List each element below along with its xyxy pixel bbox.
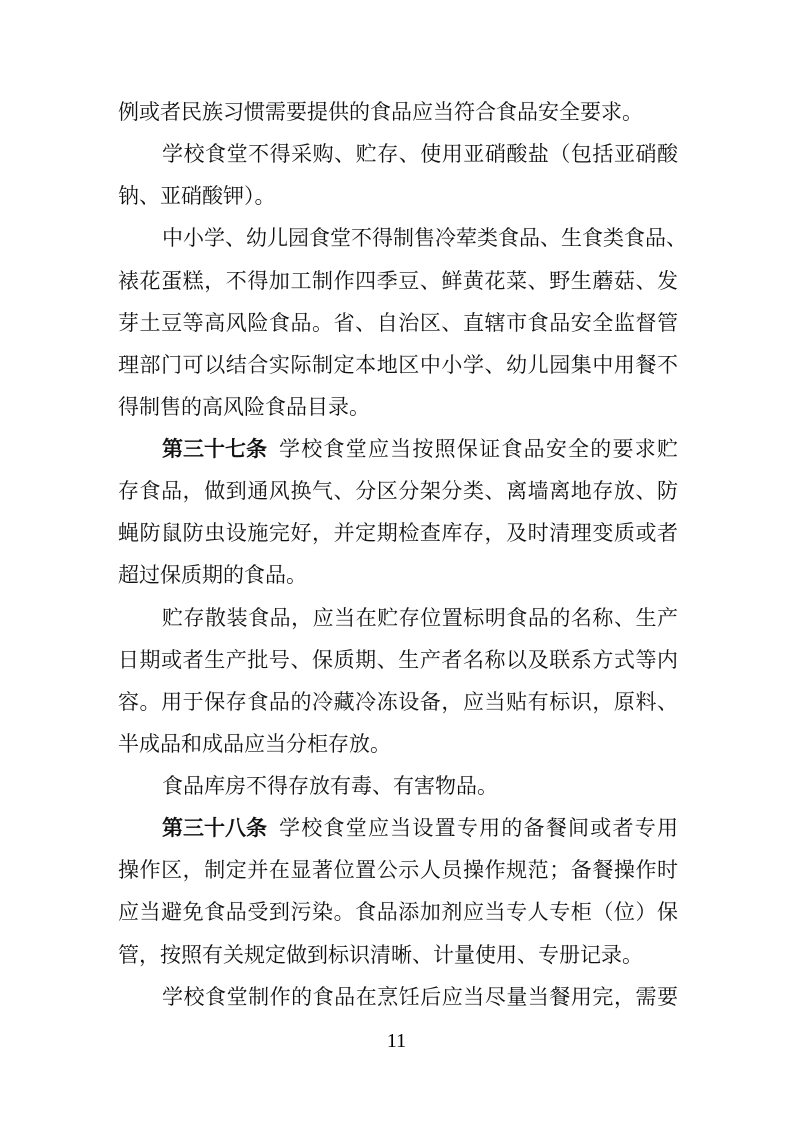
text-line: 管，按照有关规定做到标识清晰、计量使用、专册记录。 bbox=[118, 942, 643, 967]
text-line: 钠、亚硝酸钾）。 bbox=[118, 184, 276, 209]
text-line: 学校食堂应当按照保证食品安全的要求贮 bbox=[279, 437, 678, 461]
text-line: 裱花蛋糕，不得加工制作四季豆、鲜黄花菜、野生蘑菇、发 bbox=[118, 268, 678, 293]
text-line: 例或者民族习惯需要提供的食品应当符合食品安全要求。 bbox=[118, 100, 643, 124]
text-line: 学校食堂不得采购、贮存、使用亚硝酸盐（包括亚硝酸 bbox=[162, 142, 678, 167]
text-line: 半成品和成品应当分柜存放。 bbox=[118, 731, 391, 756]
text-line: 应当避免食品受到污染。食品添加剂应当专人专柜（位）保 bbox=[118, 900, 678, 925]
article-37-line bbox=[162, 429, 678, 469]
text-line: 理部门可以结合实际制定本地区中小学、幼儿园集中用餐不 bbox=[118, 352, 678, 377]
article-38-line bbox=[162, 808, 678, 848]
page-number: 11 bbox=[386, 1030, 407, 1052]
article-37-heading: 第三十七条 bbox=[162, 436, 267, 461]
text-line: 超过保质期的食品。 bbox=[118, 563, 307, 588]
text-line: 食品库房不得存放有毒、有害物品。 bbox=[162, 774, 498, 799]
article-38-heading: 第三十八条 bbox=[162, 815, 267, 841]
text-line: 得制售的高风险食品目录。 bbox=[118, 394, 370, 419]
text-line: 日期或者生产批号、保质期、生产者名称以及联系方式等内 bbox=[118, 647, 678, 672]
text-line: 存食品，做到通风换气、分区分架分类、离墙离地存放、防 bbox=[118, 479, 678, 504]
text-line: 学校食堂制作的食品在烹饪后应当尽量当餐用完，需要 bbox=[162, 984, 678, 1009]
text-line: 操作区，制定并在显著位置公示人员操作规范；备餐操作时 bbox=[118, 858, 678, 883]
text-line: 蝇防鼠防虫设施完好，并定期检查库存，及时清理变质或者 bbox=[118, 521, 678, 546]
text-line: 芽土豆等高风险食品。省、自治区、直辖市食品安全监督管 bbox=[118, 310, 678, 335]
text-line: 贮存散装食品，应当在贮存位置标明食品的名称、生产 bbox=[162, 605, 678, 630]
text-line: 学校食堂应当设置专用的备餐间或者专用 bbox=[279, 816, 678, 841]
text-line: 中小学、幼儿园食堂不得制售冷荤类食品、生食类食品、 bbox=[162, 226, 687, 251]
text-line: 容。用于保存食品的冷藏冷冻设备，应当贴有标识，原料、 bbox=[118, 689, 678, 714]
